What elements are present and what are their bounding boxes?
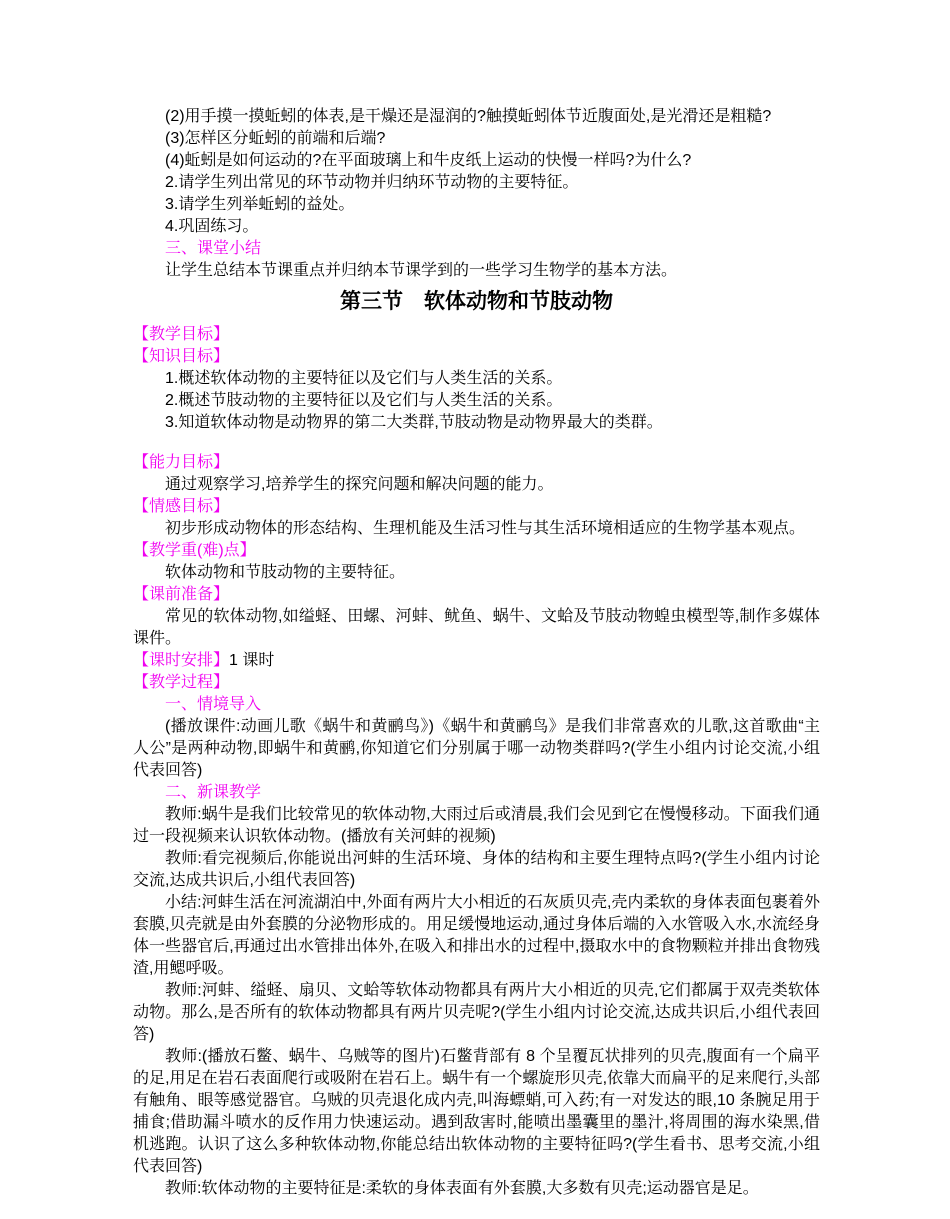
task-line: 4.巩固练习。 [165,218,259,235]
key-points-text: 软体动物和节肢动物的主要特征。 [165,564,406,581]
ability-goal-text: 通过观察学习,培养学生的探究问题和解决问题的能力。 [165,476,554,493]
schedule-value: 1 课时 [229,652,275,669]
review-question-line: (3)怎样区分蚯蚓的前端和后端? [165,130,386,147]
schedule-line [133,650,820,672]
section-heading-preparation: 【课前准备】 [133,586,230,603]
process-step1-text: (播放课件:动画儿歌《蜗牛和黄鹂鸟》)《蜗牛和黄鹂鸟》是我们非常喜欢的儿歌,这首歌曲“主人公”是两种动物,即蜗牛和黄鹂,你知道它们分别属于哪一动物类群吗?(学生小组内讨论交流,小组代表回答) [133,718,820,779]
section-heading-emotion-goals: 【情感目标】 [133,498,230,515]
review-question-line: (2)用手摸一摸蚯蚓的体表,是干燥还是湿润的?触摸蚯蚓体节近腹面处,是光滑还是粗糙? [165,108,772,125]
process-paragraph: 小结:河蚌生活在河流湖泊中,外面有两片大小相近的石灰质贝壳,壳内柔软的身体表面包裹着外套膜,贝壳就是由外套膜的分泌物形成的。用足缓慢地运动,通过身体后端的入水管吸入水,水流经身体一些器官后,再通过出水管排出体外,在吸入和排出水的过程中,摄取水中的食物颗粒并排出食物残渣,用鳃呼吸。 [133,894,820,977]
process-paragraph: 教师:(播放石鳖、蜗牛、乌贼等的图片)石鳖背部有 8 个呈覆瓦状排列的贝壳,腹面有一个扁平的足,用足在岩石表面爬行或吸附在岩石上。蜗牛有一个螺旋形贝壳,依靠大而扁平的足来爬行,头部有触角、眼等感觉器官。乌贼的贝壳退化成内壳,叫海螵蛸,可入药;有一对发达的眼,10 条腕足用于捕食;借助漏斗喷水的反作用力快速运动。遇到敌害时,能喷出墨囊里的墨汁,将周围的海水染黑,借机逃跑。认识了这么多种软体动物,你能总结出软体动物的主要特征吗?(学生看书、思考交流,小组代表回答) [133,1048,820,1175]
preparation-text: 常见的软体动物,如缢蛏、田螺、河蚌、鱿鱼、蜗牛、文蛤及节肢动物蝗虫模型等,制作多媒体课件。 [133,608,820,647]
emotion-goal-text: 初步形成动物体的形态结构、生理机能及生活习性与其生活环境相适应的生物学基本观点。 [165,520,806,537]
section-heading-teaching-goals: 【教学目标】 [133,326,230,343]
section-heading-ability-goals: 【能力目标】 [133,454,230,471]
process-paragraph: 教师:河蚌、缢蛏、扇贝、文蛤等软体动物都具有两片大小相近的贝壳,它们都属于双壳类软体动物。那么,是否所有的软体动物都具有两片贝壳呢?(学生小组内讨论交流,达成共识后,小组代表回答) [133,982,820,1043]
task-line: 3.请学生列举蚯蚓的益处。 [165,196,355,213]
blank-line [133,434,820,452]
process-step2-heading: 二、新课教学 [165,784,262,801]
section-heading-key-points: 【教学重(难)点】 [133,542,256,559]
class-summary-heading: 三、课堂小结 [165,240,262,257]
knowledge-goal-item: 2.概述节肢动物的主要特征以及它们与人类生活的关系。 [165,392,563,409]
process-paragraph: 教师:看完视频后,你能说出河蚌的生活环境、身体的结构和主要生理特点吗?(学生小组内讨论交流,达成共识后,小组代表回答) [133,850,820,889]
review-question-line: (4)蚯蚓是如何运动的?在平面玻璃上和牛皮纸上运动的快慢一样吗?为什么? [165,152,692,169]
process-paragraph: 教师:蜗牛是我们比较常见的软体动物,大雨过后或清晨,我们会见到它在慢慢移动。下面我们通过一段视频来认识软体动物。(播放有关河蚌的视频) [133,806,820,845]
knowledge-goal-item: 1.概述软体动物的主要特征以及它们与人类生活的关系。 [165,370,563,387]
process-paragraph: 教师:软体动物的主要特征是:柔软的身体表面有外套膜,大多数有贝壳;运动器官是足。 [165,1180,759,1197]
knowledge-goal-item: 3.知道软体动物是动物界的第二大类群,节肢动物是动物界最大的类群。 [165,414,663,431]
process-step1-heading: 一、情境导入 [165,696,262,713]
schedule-label: 【课时安排】 [133,652,230,669]
document-title: 第三节 软体动物和节肢动物 [340,290,613,313]
section-heading-knowledge-goals: 【知识目标】 [133,348,230,365]
task-line: 2.请学生列出常见的环节动物并归纳环节动物的主要特征。 [165,174,579,191]
class-summary-text: 让学生总结本节课重点并归纳本节课学到的一些学习生物学的基本方法。 [165,262,678,279]
section-heading-process: 【教学过程】 [133,674,230,691]
